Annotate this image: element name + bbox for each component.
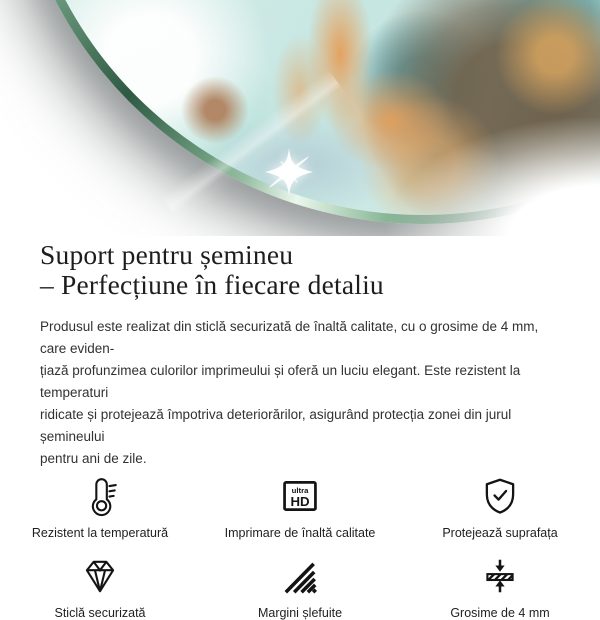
shield-check-icon — [479, 474, 521, 518]
feature-label: Sticlă securizată — [54, 606, 146, 620]
product-description — [40, 316, 560, 470]
feature-label: Rezistent la temperatură — [31, 526, 169, 540]
diamond-icon — [79, 554, 121, 598]
svg-text:ultra: ultra — [291, 485, 309, 495]
product-info-section — [0, 240, 600, 620]
sparkle-glint-icon — [263, 146, 315, 198]
feature-label: Imprimare de înaltă calitate — [224, 526, 376, 540]
polished-edges-icon — [279, 554, 321, 598]
feature-thickness — [400, 554, 600, 620]
description-line: pentru ani de zile. — [40, 451, 147, 466]
feature-label: Grosime de 4 mm — [450, 606, 550, 620]
feature-tempered-glass — [0, 554, 200, 620]
svg-text:HD: HD — [290, 493, 310, 509]
feature-print-quality — [200, 474, 400, 540]
feature-label: Margini șlefuite — [257, 606, 343, 620]
feature-heat-resistant — [0, 474, 200, 540]
ultra-hd-icon — [279, 474, 321, 518]
description-line: țiază profunzimea culorilor imprimeului și oferă un luciu elegant. Este rezistent la temperaturi — [40, 363, 521, 400]
thermometer-icon — [79, 474, 121, 518]
feature-label: Protejează suprafața — [442, 526, 558, 540]
thickness-icon — [479, 554, 521, 598]
product-hero-image — [0, 0, 600, 236]
title-line-1: Suport pentru șemineu — [40, 239, 294, 270]
feature-surface-protection — [400, 474, 600, 540]
page-title — [40, 240, 560, 300]
description-line: Produsul este realizat din sticlă securizată de înaltă calitate, cu o grosime de 4 mm, care eviden- — [40, 319, 539, 356]
feature-grid — [0, 474, 600, 620]
description-line: ridicate și protejează împotriva deteriorărilor, asigurând protecția zonei din jurul șemineului — [40, 407, 512, 444]
feature-polished-edges — [200, 554, 400, 620]
title-line-2: – Perfecțiune în fiecare detaliu — [40, 269, 384, 300]
